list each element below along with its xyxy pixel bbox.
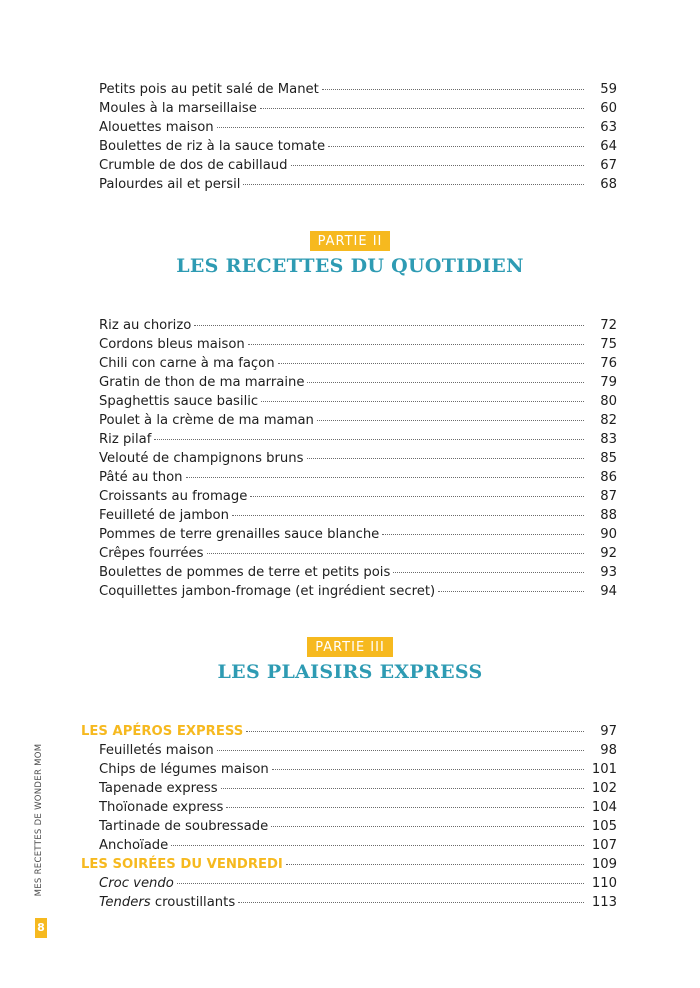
toc-section-title: LES APÉROS EXPRESS [81, 724, 244, 739]
toc-entry[interactable] [99, 544, 617, 563]
toc-entry[interactable] [99, 798, 617, 817]
toc-entry-title: Moules à la marseillaise [99, 101, 257, 116]
toc-entry[interactable] [99, 779, 617, 798]
part-3-heading [0, 636, 700, 683]
toc-entry-page: 87 [600, 489, 617, 504]
leader-dots [271, 826, 584, 827]
toc-entry[interactable] [99, 80, 617, 99]
toc-entry-page: 90 [600, 527, 617, 542]
part-title: LES RECETTES DU QUOTIDIEN [176, 255, 524, 277]
toc-entry-page: 80 [600, 394, 617, 409]
leader-dots [291, 165, 584, 166]
leader-dots [307, 382, 584, 383]
toc-entry-page: 110 [591, 876, 617, 891]
leader-dots [177, 883, 584, 884]
leader-dots [194, 325, 584, 326]
toc-entry-title: Tartinade de soubressade [99, 819, 269, 834]
toc-entry[interactable] [99, 99, 617, 118]
toc-entry-title: Gratin de thon de ma marraine [99, 375, 305, 390]
toc-entry-page: 104 [591, 800, 617, 815]
toc-entry-title: Pommes de terre grenailles sauce blanche [99, 527, 380, 542]
toc-entry-page: 67 [600, 158, 617, 173]
leader-dots [248, 344, 584, 345]
toc-entry-title: Boulettes de riz à la sauce tomate [99, 139, 326, 154]
toc-entry-page: 83 [600, 432, 617, 447]
toc-entry-title: Velouté de champignons bruns [99, 451, 304, 466]
toc-entry[interactable] [99, 316, 617, 335]
leader-dots [226, 807, 584, 808]
part-2-heading [0, 230, 700, 277]
leader-dots [272, 769, 584, 770]
toc-entry-page: 79 [600, 375, 617, 390]
toc-entry-title-italic: Tenders [99, 895, 151, 910]
toc-entry-title: Anchoïade [99, 838, 169, 853]
toc-entry-title: Feuilletés maison [99, 743, 214, 758]
toc-entry-page: 97 [600, 724, 617, 739]
toc-entry[interactable] [99, 137, 617, 156]
toc-entry-title: Crumble de dos de cabillaud [99, 158, 288, 173]
toc-entry-page: 63 [600, 120, 617, 135]
toc-entry[interactable] [99, 836, 617, 855]
toc-entry-title: Feuilleté de jambon [99, 508, 229, 523]
part-badge: PARTIE II [310, 231, 391, 251]
toc-entry-title: Thoïonade express [99, 800, 224, 815]
toc-entry-title: Boulettes de pommes de terre et petits pois [99, 565, 391, 580]
toc-entry-title: Chili con carne à ma façon [99, 356, 275, 371]
toc-entry-page: 85 [600, 451, 617, 466]
leader-dots [260, 108, 584, 109]
toc-entry-page: 76 [600, 356, 617, 371]
leader-dots [246, 731, 584, 732]
toc-entry-page: 64 [600, 139, 617, 154]
leader-dots [438, 591, 584, 592]
toc-entry[interactable] [99, 525, 617, 544]
toc-entry[interactable] [99, 582, 617, 601]
toc-entry[interactable] [99, 373, 617, 392]
toc-entry-title: Petits pois au petit salé de Manet [99, 82, 319, 97]
toc-entry[interactable] [99, 506, 617, 525]
leader-dots [221, 788, 584, 789]
toc-section-header[interactable] [81, 855, 617, 874]
toc-entry-title: Palourdes ail et persil [99, 177, 241, 192]
toc-section-header[interactable] [81, 722, 617, 741]
toc-entry-page: 72 [600, 318, 617, 333]
leader-dots [154, 439, 584, 440]
toc-entry-page: 75 [600, 337, 617, 352]
toc-section-title: LES SOIRÉES DU VENDREDI [81, 857, 283, 872]
toc-entry[interactable] [99, 118, 617, 137]
leader-dots [393, 572, 584, 573]
toc-entry-page: 113 [591, 895, 617, 910]
part-title: LES PLAISIRS EXPRESS [217, 661, 483, 683]
book-title-vertical: MES RECETTES DE WONDER MOM [34, 743, 44, 897]
toc-entry-page: 98 [600, 743, 617, 758]
toc-entry-title: Chips de légumes maison [99, 762, 269, 777]
leader-dots [186, 477, 584, 478]
toc-entry-title: Poulet à la crème de ma maman [99, 413, 314, 428]
toc-entry-page: 101 [591, 762, 617, 777]
toc-entry[interactable] [99, 392, 617, 411]
toc-entry[interactable] [99, 449, 617, 468]
toc-entry-title: Croc vendo [99, 876, 174, 891]
toc-entry[interactable] [99, 175, 617, 194]
toc-entry-title: Cordons bleus maison [99, 337, 245, 352]
toc-entry-page: 109 [591, 857, 617, 872]
toc-entry[interactable] [99, 893, 617, 912]
toc-entry[interactable] [99, 156, 617, 175]
leader-dots [217, 750, 584, 751]
toc-entry-page: 102 [591, 781, 617, 796]
toc-entry-title: Spaghettis sauce basilic [99, 394, 259, 409]
toc-entry-title: Tapenade express [99, 781, 218, 796]
toc-entry-title [99, 893, 235, 912]
toc-list-partie-1 [99, 80, 617, 194]
leader-dots [317, 420, 584, 421]
toc-list-partie-3 [81, 722, 617, 912]
toc-entry[interactable] [99, 468, 617, 487]
toc-list-partie-2 [99, 316, 617, 601]
leader-dots [207, 553, 585, 554]
toc-entry-title-rest: croustillants [150, 895, 236, 910]
part-badge: PARTIE III [307, 637, 393, 657]
toc-entry-page: 105 [591, 819, 617, 834]
leader-dots [232, 515, 584, 516]
toc-entry-page: 94 [600, 584, 617, 599]
toc-entry[interactable] [99, 411, 617, 430]
leader-dots [328, 146, 584, 147]
leader-dots [238, 902, 584, 903]
toc-entry-title: Riz pilaf [99, 432, 152, 447]
leader-dots [307, 458, 584, 459]
book-spine-label [31, 738, 47, 903]
toc-entry[interactable] [99, 487, 617, 506]
toc-entry-page: 86 [600, 470, 617, 485]
toc-entry[interactable] [99, 335, 617, 354]
toc-entry-page: 60 [600, 101, 617, 116]
toc-entry-page: 82 [600, 413, 617, 428]
toc-entry[interactable] [99, 741, 617, 760]
toc-entry-page: 88 [600, 508, 617, 523]
leader-dots [171, 845, 584, 846]
toc-entry-page: 59 [600, 82, 617, 97]
toc-entry[interactable] [99, 760, 617, 779]
leader-dots [286, 864, 584, 865]
toc-entry-title: Coquillettes jambon-fromage (et ingrédient secret) [99, 584, 436, 599]
toc-entry-title: Crêpes fourrées [99, 546, 204, 561]
leader-dots [322, 89, 584, 90]
toc-entry-page: 107 [591, 838, 617, 853]
toc-entry-page: 92 [600, 546, 617, 561]
page-number: 8 [35, 918, 47, 938]
toc-entry-title: Alouettes maison [99, 120, 214, 135]
toc-entry[interactable] [99, 817, 617, 836]
leader-dots [382, 534, 584, 535]
toc-entry-title: Pâté au thon [99, 470, 183, 485]
toc-entry[interactable] [99, 354, 617, 373]
toc-entry[interactable] [99, 563, 617, 582]
leader-dots [261, 401, 584, 402]
leader-dots [250, 496, 584, 497]
toc-entry[interactable] [99, 874, 617, 893]
leader-dots [243, 184, 584, 185]
toc-entry-page: 68 [600, 177, 617, 192]
toc-entry-page: 93 [600, 565, 617, 580]
toc-entry-title: Croissants au fromage [99, 489, 248, 504]
leader-dots [217, 127, 584, 128]
toc-entry[interactable] [99, 430, 617, 449]
toc-entry-title: Riz au chorizo [99, 318, 192, 333]
leader-dots [278, 363, 584, 364]
